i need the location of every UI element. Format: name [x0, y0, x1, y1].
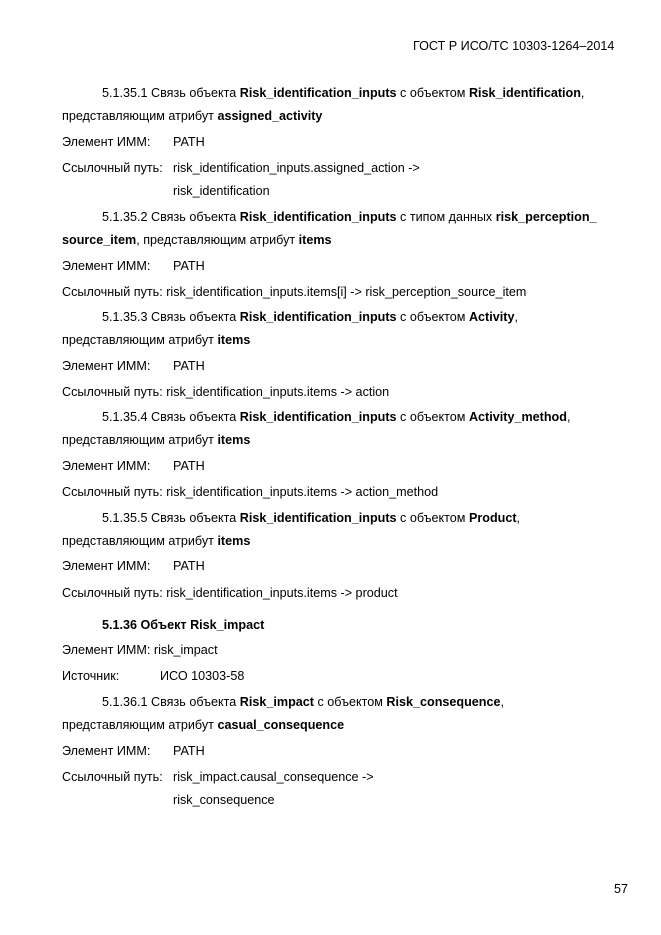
- clause-5-1-35-2-attribute: source_item, представляющим атрибут items: [62, 233, 332, 247]
- ref-path-line: Ссылочный путь: risk_identification_inputs.items -> product: [62, 586, 398, 600]
- element-label: Элемент ИММ:: [62, 459, 151, 473]
- element-label: Элемент ИММ:: [62, 359, 151, 373]
- ref-path-value-continued: risk_identification: [173, 184, 270, 198]
- clause-5-1-35-5-heading: 5.1.35.5 Связь объекта Risk_identification_inputs с объектом Product,: [102, 511, 521, 525]
- ref-path-line: Ссылочный путь: risk_identification_inputs.items -> action_method: [62, 485, 439, 499]
- element-label: Элемент ИММ:: [62, 135, 151, 149]
- element-value: PATH: [173, 135, 205, 149]
- element-line: Элемент ИММ: risk_impact: [62, 643, 218, 657]
- element-label: Элемент ИММ:: [62, 559, 151, 573]
- document-standard-header: ГОСТ Р ИСО/ТС 10303-1264–2014: [413, 39, 615, 53]
- source-value: ИСО 10303-58: [160, 669, 245, 683]
- ref-path-line: Ссылочный путь: risk_identification_inputs.items[i] -> risk_perception_source_item: [62, 285, 527, 299]
- element-value: PATH: [173, 359, 205, 373]
- clause-5-1-35-5-attribute: представляющим атрибут items: [62, 534, 251, 548]
- ref-path-label: Ссылочный путь:: [62, 770, 163, 784]
- page-number: 57: [614, 882, 629, 896]
- element-label: Элемент ИММ:: [62, 259, 151, 273]
- clause-5-1-35-1-heading: 5.1.35.1 Связь объекта Risk_identification_inputs с объектом Risk_identification,: [102, 86, 585, 100]
- clause-5-1-35-3-heading: 5.1.35.3 Связь объекта Risk_identification_inputs с объектом Activity,: [102, 310, 518, 324]
- clause-5-1-35-1-attribute: представляющим атрибут assigned_activity: [62, 109, 323, 123]
- ref-path-value: risk_identification_inputs.assigned_action ->: [173, 161, 420, 175]
- clause-5-1-36-1-heading: 5.1.36.1 Связь объекта Risk_impact с объектом Risk_consequence,: [102, 695, 505, 709]
- clause-5-1-35-2-heading: 5.1.35.2 Связь объекта Risk_identification_inputs с типом данных risk_perception_: [102, 210, 597, 224]
- ref-path-line: Ссылочный путь: risk_identification_inputs.items -> action: [62, 385, 390, 399]
- ref-path-value-continued: risk_consequence: [173, 793, 275, 807]
- element-value: PATH: [173, 744, 205, 758]
- ref-path-value: risk_impact.causal_consequence ->: [173, 770, 374, 784]
- ref-path-label: Ссылочный путь:: [62, 161, 163, 175]
- clause-5-1-35-3-attribute: представляющим атрибут items: [62, 333, 251, 347]
- element-label: Элемент ИММ:: [62, 744, 151, 758]
- source-label: Источник:: [62, 669, 120, 683]
- clause-5-1-36-1-attribute: представляющим атрибут casual_consequence: [62, 718, 345, 732]
- section-5-1-36-heading: 5.1.36 Объект Risk_impact: [102, 618, 265, 632]
- clause-5-1-35-4-attribute: представляющим атрибут items: [62, 433, 251, 447]
- clause-5-1-35-4-heading: 5.1.35.4 Связь объекта Risk_identification_inputs с объектом Activity_method,: [102, 410, 571, 424]
- element-value: PATH: [173, 459, 205, 473]
- element-value: PATH: [173, 259, 205, 273]
- element-value: PATH: [173, 559, 205, 573]
